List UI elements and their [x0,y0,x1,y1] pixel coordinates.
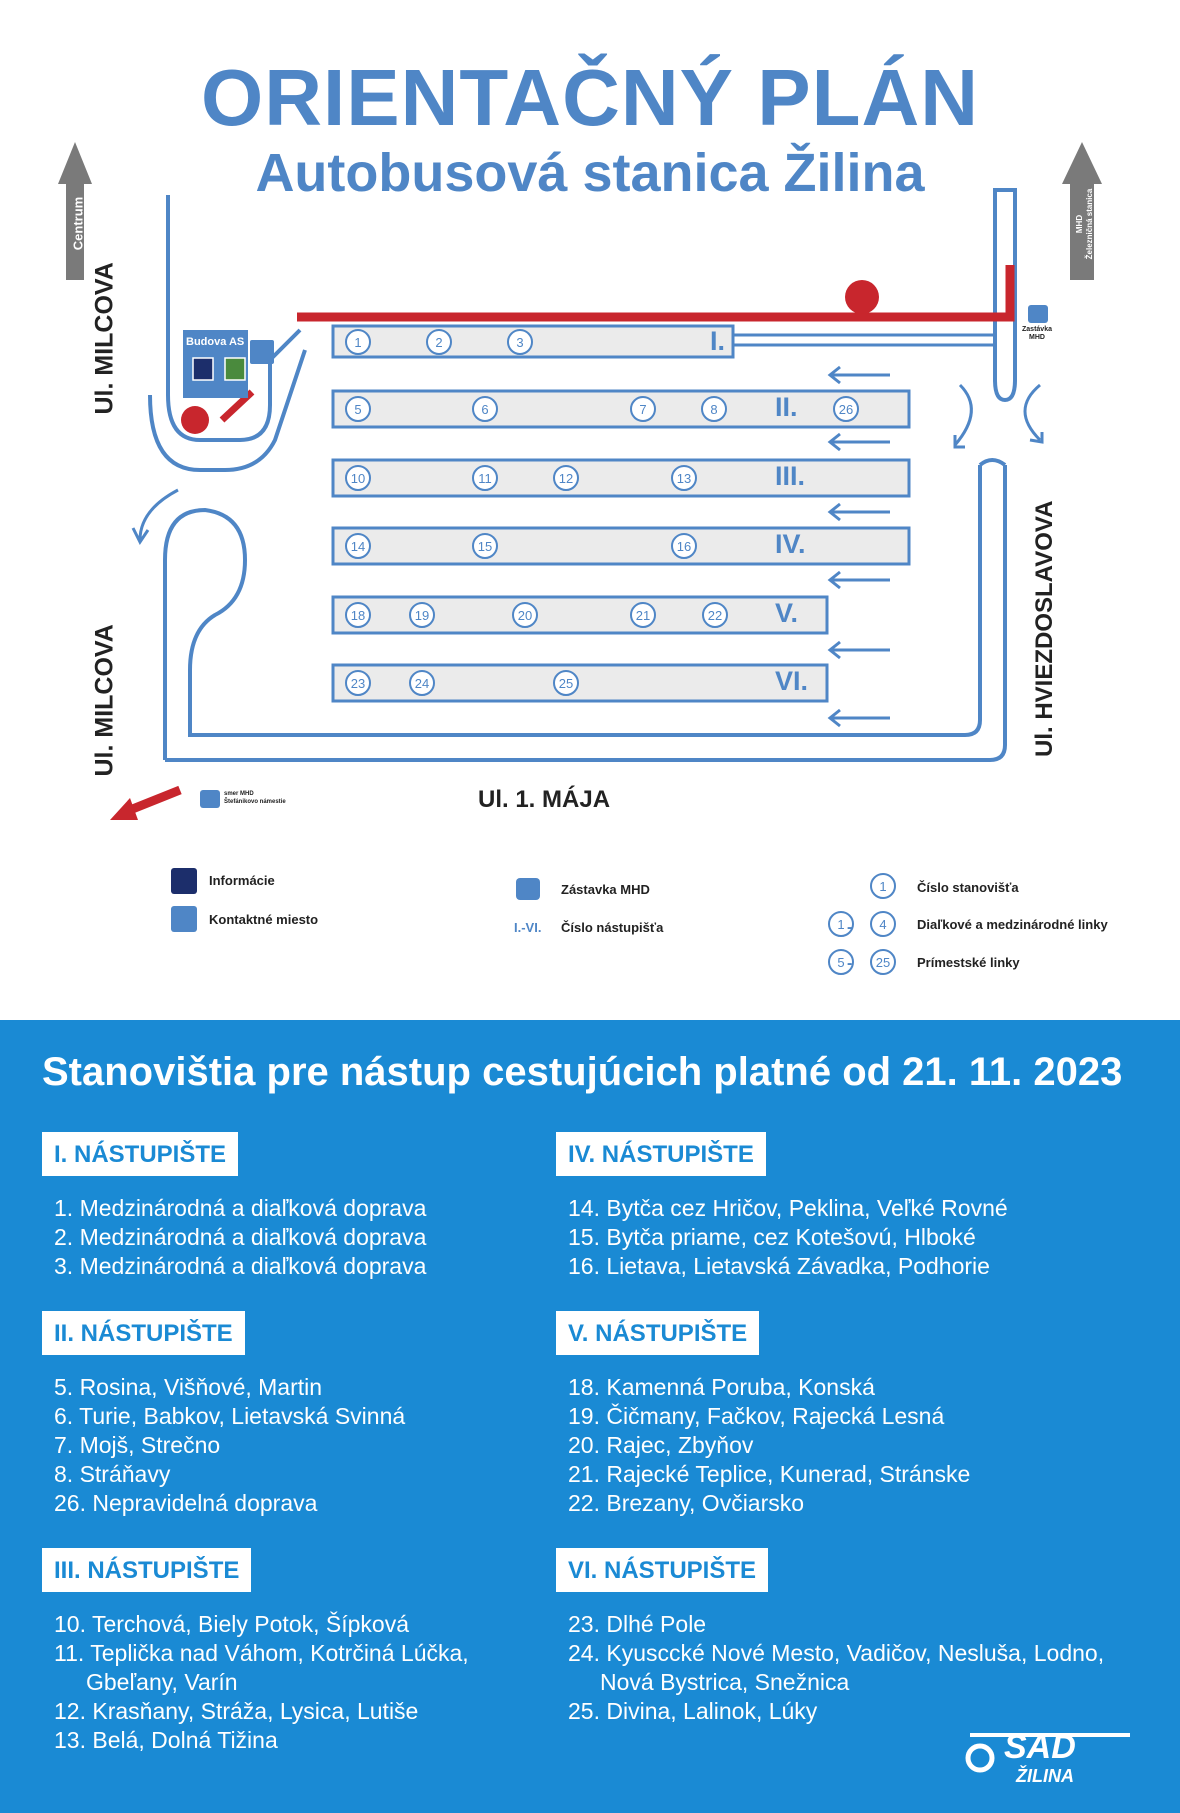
street-milcova-top: Ul. MILCOVA [90,262,119,415]
page-title: ORIENTAČNÝ PLÁN [201,53,979,142]
legend-range1: Diaľkové a medzinárodné linky [917,917,1108,932]
page-subtitle: Autobusová stanica Žilina [255,143,925,203]
stop-list [42,1610,602,1755]
stop-number: 3 [516,335,524,350]
stop-item: 23. Dlhé Pole [568,1611,707,1637]
stop-number: 23 [350,676,366,691]
stop-item: Gbeľany, Varín [86,1669,238,1695]
stop-number: 13 [676,471,692,486]
stop-item: 10. Terchová, Biely Potok, Šípková [54,1611,409,1637]
platform-label-4: IV. [775,529,806,559]
bus-stop-icon [200,790,220,808]
stop-number: 12 [558,471,574,486]
stop-list [42,1194,602,1281]
sad-logo [960,1710,1140,1790]
schedule-heading: Stanovištia pre nástup cestujúcich platné od 21. 11. 2023 [42,1050,1123,1094]
stop-number: 8 [710,402,718,417]
stop-item: 15. Bytča priame, cez Kotešovú, Hlboké [568,1224,976,1250]
stop-item: 3. Medzinárodná a diaľková doprava [54,1253,427,1279]
stop-list [556,1194,1116,1281]
stop-number: 15 [477,539,493,554]
arrow-mhd-label: MHD Železničná stanica [1075,188,1094,260]
bus-stop-icon [1028,305,1048,323]
stop-number: 2 [435,335,443,350]
stop-number: 10 [350,471,366,486]
bottom-stop-label: smer MHD Štefánikovo námestie [224,791,286,805]
stop-number: 11 [478,471,492,486]
stop-number: 19 [414,608,430,623]
legend-number: 4 [879,917,887,932]
street-1-maja: Ul. 1. MÁJA [478,786,611,813]
platform-2 [333,391,909,427]
stop-number: 25 [558,676,574,691]
stop-number: 7 [639,402,647,417]
stop-item: 22. Brezany, Ovčiarsko [568,1490,805,1516]
legend-number: 5 [837,955,845,970]
platform-badge: II. NÁSTUPIŠTE [42,1311,245,1355]
platform-badge: V. NÁSTUPIŠTE [556,1311,759,1355]
legend-number: 1 [837,917,845,932]
stop-item: 5. Rosina, Višňové, Martin [54,1374,323,1400]
legend-platform-range: I.-VI. [514,920,542,935]
stop-list [42,1373,602,1518]
contact-icon [171,906,197,932]
stop-item: 6. Turie, Babkov, Lietavská Svinná [54,1403,406,1429]
stop-item: Nová Bystrica, Snežnica [600,1669,850,1695]
stop-number: 16 [676,539,692,554]
platform-label-6: VI. [775,666,809,696]
stop-number: 14 [350,539,366,554]
logo-brand: SAD [1004,1728,1076,1766]
stop-item: 25. Divina, Lalinok, Lúky [568,1698,818,1724]
legend-number: 1 [879,879,887,894]
stop-item: 2. Medzinárodná a diaľková doprava [54,1224,427,1250]
stop-number: 21 [635,608,651,623]
platform-3 [333,460,909,496]
stop-item: 21. Rajecké Teplice, Kunerad, Stránske [568,1461,971,1487]
stop-number: 6 [481,402,489,417]
road-left-upper [168,195,300,440]
legend-range2: Prímestské linky [917,955,1020,970]
stop-number: 26 [838,402,854,417]
wheelchair-route [297,265,1010,317]
platform-label-1: I. [710,326,726,356]
street-hviezdoslavova: Ul. HVIEZDOSLAVOVA [1031,500,1058,757]
platform-5 [333,597,827,633]
platform-badge: III. NÁSTUPIŠTE [42,1548,251,1592]
street-milcova-bottom: Ul. MILCOVA [90,624,119,777]
wheelchair-icon [181,406,209,434]
building-label: Budova AS [186,336,245,348]
schedule-right-column [556,1132,1116,1756]
stop-number: 22 [707,608,723,623]
info-icon [171,868,197,894]
stop-item: 20. Rajec, Zbyňov [568,1432,754,1458]
stop-number: 24 [414,676,430,691]
stop-list [556,1610,1116,1726]
platform-badge: VI. NÁSTUPIŠTE [556,1548,768,1592]
stop-item: 19. Čičmany, Fačkov, Rajecká Lesná [568,1403,945,1429]
legend-dash-2: - [847,955,853,972]
stop-number: 18 [350,608,366,623]
stop-item: 13. Belá, Dolná Tižina [54,1727,278,1753]
bus-legend-icon [516,878,540,900]
platform-badge: I. NÁSTUPIŠTE [42,1132,238,1176]
legend-info: Informácie [209,873,275,888]
platform-6 [333,665,827,701]
legend-dash-1: - [847,919,853,936]
legend-stop: Číslo stanovišťa [917,880,1019,895]
stop-item: 11. Teplička nad Váhom, Kotrčiná Lúčka, [54,1640,469,1666]
stop-item: 24. Kyusccké Nové Mesto, Vadičov, Nesluša, Lodno, [568,1640,1105,1666]
legend-platform: Číslo nástupišťa [561,920,664,935]
platform-badge: IV. NÁSTUPIŠTE [556,1132,766,1176]
stop-item: 16. Lietava, Lietavská Závadka, Podhorie [568,1253,990,1279]
platform-label-3: III. [775,461,806,491]
mhd-stop-label: Zastávka MHD [1022,326,1052,341]
stop-item: 18. Kamenná Poruba, Konská [568,1374,875,1400]
stop-item: 26. Nepravidelná doprava [54,1490,318,1516]
stop-item: 12. Krasňany, Stráža, Lysica, Lutiše [54,1698,419,1724]
arrow-centrum-label: Centrum [70,196,86,251]
legend-number: 25 [875,955,891,970]
stop-item: 14. Bytča cez Hričov, Peklina, Veľké Rovné [568,1195,1008,1221]
platform-label-2: II. [775,392,798,422]
stop-list [556,1373,1116,1518]
schedule-left-column [42,1132,602,1785]
stop-number: 1 [354,335,362,350]
legend-contact: Kontaktné miesto [209,912,319,927]
platform-4 [333,528,909,564]
stop-item: 7. Mojš, Strečno [54,1432,221,1458]
stop-item: 1. Medzinárodná a diaľková doprava [54,1195,427,1221]
platform-1 [333,326,733,357]
legend-mhd: Zástavka MHD [561,882,650,897]
platform-label-5: V. [775,598,799,628]
logo-city: ŽILINA [1016,1766,1074,1786]
stop-number: 20 [517,608,533,623]
stop-item: 8. Stráňavy [54,1461,171,1487]
stop-number: 5 [354,402,362,417]
wheelchair-icon [845,280,879,314]
